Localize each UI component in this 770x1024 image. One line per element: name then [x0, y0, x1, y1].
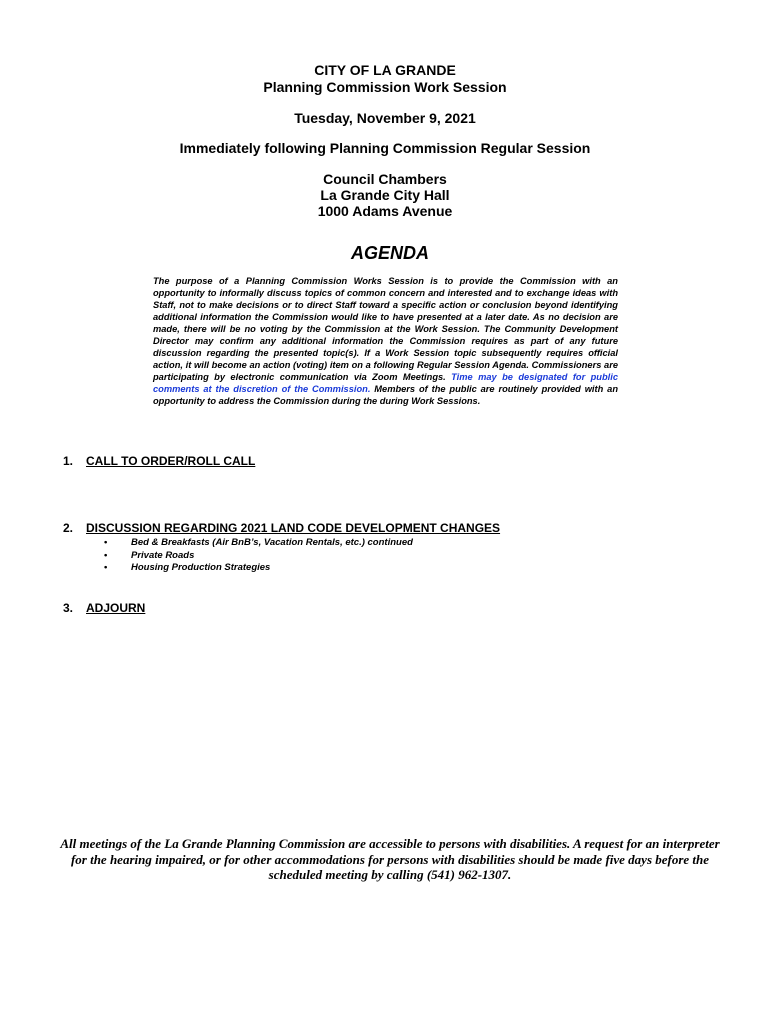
location-line-2: La Grande City Hall [320, 187, 450, 203]
agenda-item-1 [63, 454, 255, 468]
meeting-date: Tuesday, November 9, 2021 [294, 110, 476, 126]
session-title: Planning Commission Work Session [263, 79, 507, 95]
purpose-text-after: Members of the public are routinely provided with an opportunity to address the Commission during the during Work Sessions. [153, 384, 618, 406]
location-line-1: Council Chambers [323, 171, 447, 187]
subitem-label: Bed & Breakfasts (Air BnB’s, Vacation Rentals, etc.) continued [131, 537, 413, 548]
agenda-item-title: CALL TO ORDER/ROLL CALL [86, 454, 256, 468]
accessibility-notice: All meetings of the La Grande Planning Commission are accessible to persons with disabilities. A request for an interpreter for the hearing impaired, or for other accommodations for persons with disabilities should be made five days before the scheduled meeting by calling (541) 962-1307. [60, 836, 720, 882]
list-item [104, 537, 413, 550]
list-item [104, 550, 413, 563]
city-name: CITY OF LA GRANDE [314, 62, 456, 78]
agenda-item-number: 2. [63, 521, 74, 535]
purpose-text: The purpose of a Planning Commission Works Session is to provide the Commission with an opportunity to informally discuss topics of common concern and interested and to exchange ideas with Staff, not to make decisions or to direct Staff toward a specific action or conclusion beyond identifying additional information the Commission would like to have presented at a later date. As no decision are made, there will be no voting by the Commission at the Work Session. The Community Development Director may confirm any additional information the Commission requires as part of any future discussion regarding the presented topic(s). If a Work Session topic subsequently requires official action, it will become an action (voting) item on a following Regular Session Agenda. Commissioners are participating by electronic communication via Zoom Meetings. [153, 276, 618, 382]
agenda-item-title: DISCUSSION REGARDING 2021 LAND CODE DEVELOPMENT CHANGES [86, 521, 501, 535]
meeting-timing: Immediately following Planning Commission Regular Session [179, 140, 591, 156]
agenda-item-3 [63, 601, 145, 615]
location-line-3: 1000 Adams Avenue [317, 203, 453, 219]
purpose-paragraph [153, 275, 618, 407]
agenda-item-number: 3. [63, 601, 74, 615]
subitem-label: Housing Production Strategies [131, 562, 271, 574]
bullet-icon: • [104, 562, 108, 574]
subitem-label: Private Roads [131, 549, 195, 561]
agenda-item-title: ADJOURN [86, 601, 146, 615]
purpose-highlight: Time may be designated for public comments at the discretion of the Commission. [153, 372, 618, 394]
bullet-icon: • [104, 537, 108, 548]
bullet-icon: • [104, 549, 108, 561]
list-item [104, 562, 413, 575]
agenda-item-2 [63, 521, 500, 535]
agenda-item-number: 1. [63, 454, 74, 468]
discussion-subitems [104, 537, 413, 575]
agenda-title: AGENDA [350, 243, 429, 263]
